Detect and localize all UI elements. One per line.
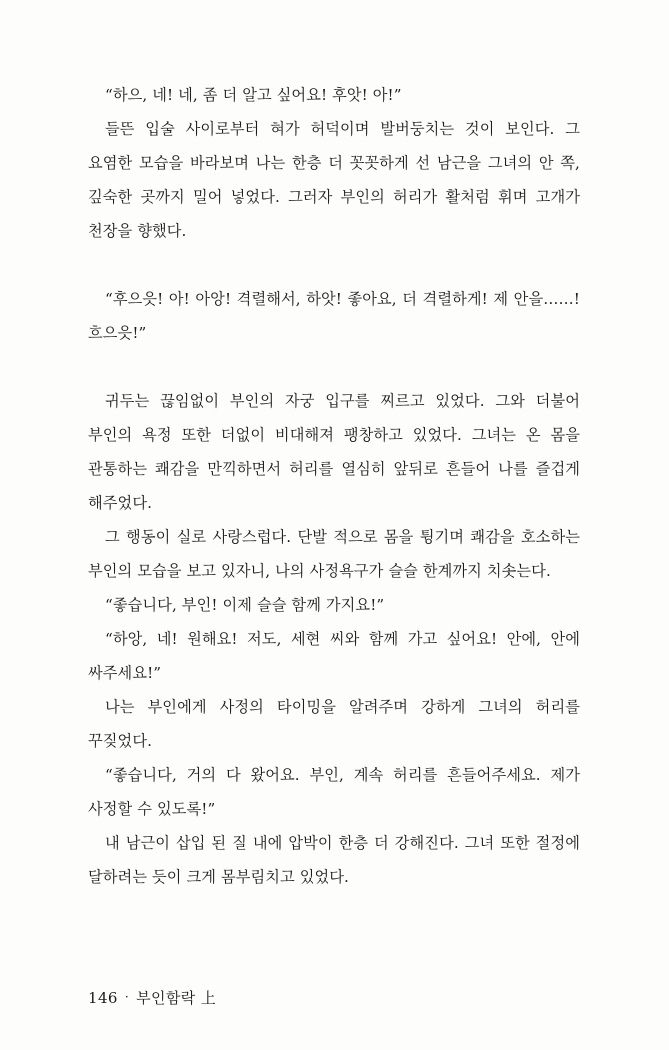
book-title: 부인함락 上	[136, 989, 217, 1007]
paragraph: “좋습니다, 부인! 이제 슬슬 함께 가지요!”	[105, 596, 385, 614]
paragraph: “하으, 네! 네, 좀 더 알고 싶어요! 후앗! 아!”	[105, 86, 402, 104]
paragraph: “좋습니다, 거의 다 왔어요. 부인, 계속 허리를 흔들어주세요. 제가 사정할 수 있도록!”	[88, 766, 580, 818]
page-body	[88, 78, 580, 894]
paragraph-spacer	[88, 350, 580, 384]
paragraph: 들뜬 입술 사이로부터 혀가 허덕이며 발버둥치는 것이 보인다. 그 요염한 모습을 바라보며 나는 한층 더 꼿꼿하게 선 남근을 그녀의 안 쪽, 깊숙한 곳까지 밀어 넣었다. 그러자 부인의 허리가 활처럼 휘며 고개가 천장을 향했다.	[88, 120, 580, 240]
page-number: 146	[88, 989, 118, 1007]
paragraph: 나는 부인에게 사정의 타이밍을 알려주며 강하게 그녀의 허리를 꾸짖었다.	[88, 698, 580, 750]
paragraph: “후으읏! 아! 아앙! 격렬해서, 하앗! 좋아요, 더 격렬하게! 제 안을……! 흐으읏!”	[88, 290, 580, 342]
paragraph: 귀두는 끊임없이 부인의 자궁 입구를 찌르고 있었다. 그와 더불어 부인의 욕정 또한 더없이 비대해져 팽창하고 있었다. 그녀는 온 몸을 관통하는 쾌감을 만끽하면서 허리를 열심히 앞뒤로 흔들어 나를 즐겁게 해주었다.	[88, 392, 580, 512]
page-footer	[88, 987, 216, 1008]
paragraph: “하앙, 네! 원해요! 저도, 세현 씨와 함께 가고 싶어요! 안에, 안에 싸주세요!”	[88, 630, 580, 682]
footer-separator: ·	[124, 990, 130, 1004]
paragraph: 내 남근이 삽입 된 질 내에 압박이 한층 더 강해진다. 그녀 또한 절정에 달하려는 듯이 크게 몸부림치고 있었다.	[88, 834, 580, 886]
paragraph: 그 행동이 실로 사랑스럽다. 단발 적으로 몸을 튕기며 쾌감을 호소하는 부인의 모습을 보고 있자니, 나의 사정욕구가 슬슬 한계까지 치솟는다.	[88, 528, 580, 580]
paragraph-spacer	[88, 248, 580, 282]
